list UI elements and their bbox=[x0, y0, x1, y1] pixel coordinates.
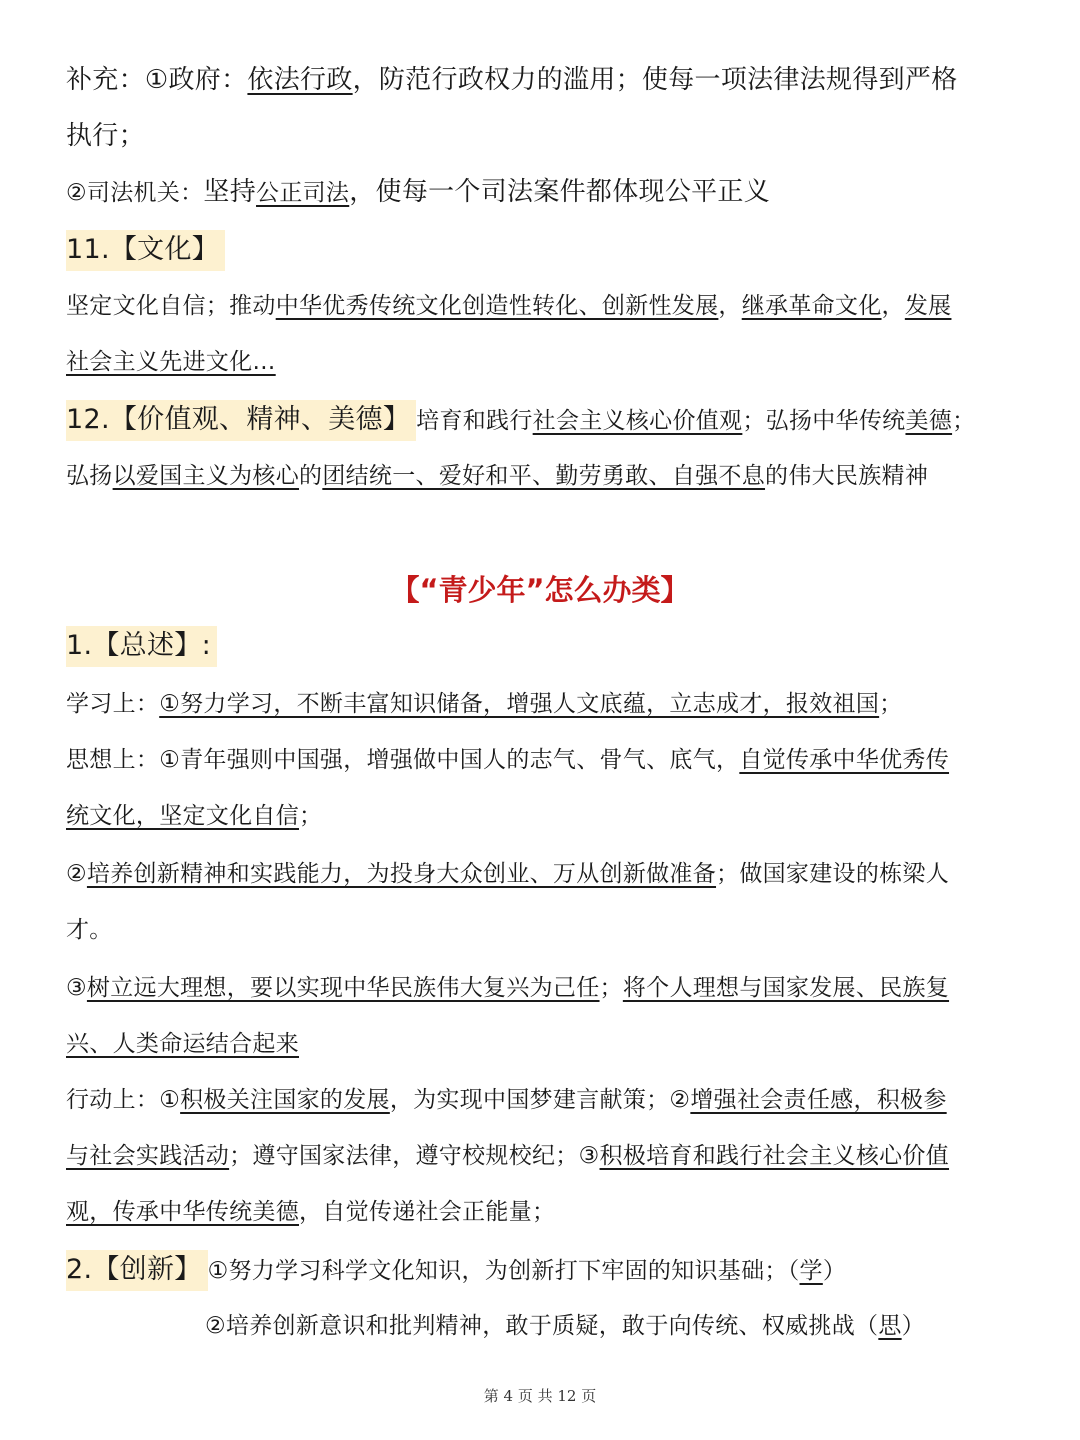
section-title: 【文化】 bbox=[109, 234, 220, 265]
text: ；遵守国家法律，遵守校规校纪；③ bbox=[229, 1143, 600, 1169]
text: ③ bbox=[66, 975, 87, 1001]
highlighted-heading bbox=[66, 230, 225, 271]
section-number: 1. bbox=[66, 630, 93, 661]
text: ② bbox=[66, 861, 87, 887]
action-line-1 bbox=[66, 1080, 1016, 1120]
text: ②司法机关： bbox=[66, 180, 204, 206]
underlined-text: 积极培育和践行社会主义核心价值 bbox=[599, 1143, 950, 1169]
ideal-line-1 bbox=[66, 968, 1016, 1008]
section-title: 【创新】 bbox=[92, 1254, 202, 1285]
underlined-text: 以爱国主义为核心 bbox=[112, 463, 300, 489]
section-number: 2. bbox=[66, 1254, 93, 1285]
underlined-text: 培养创新精神和实践能力，为投身大众创业、万从创新做准备 bbox=[86, 861, 717, 887]
section-2-line-2 bbox=[205, 1306, 1015, 1346]
culture-line-1 bbox=[66, 286, 1016, 326]
culture-line-2 bbox=[66, 342, 1016, 382]
underlined-text: 发展 bbox=[904, 293, 952, 319]
text: ， bbox=[881, 293, 905, 319]
supplement-government-line-cont bbox=[66, 116, 1016, 156]
text: 补充：①政府： bbox=[66, 65, 248, 95]
action-line-3 bbox=[66, 1192, 1016, 1232]
highlighted-heading bbox=[66, 626, 217, 667]
text: ，为实现中国梦建言献策；② bbox=[389, 1087, 691, 1113]
section-title: 【总述】: bbox=[92, 630, 211, 661]
section-number: 11. bbox=[66, 234, 110, 265]
underlined-text: 积极关注国家的发展 bbox=[180, 1087, 390, 1113]
highlighted-heading bbox=[66, 1250, 208, 1291]
page-footer: 第 4 页 共 12 页 bbox=[483, 1387, 597, 1405]
underlined-text: 依法行政 bbox=[247, 65, 353, 95]
text: ； bbox=[599, 975, 623, 1001]
section-title: 【价值观、精神、美德】 bbox=[109, 404, 411, 435]
text: ①努力学习科学文化知识，为创新打下牢固的知识基础；（ bbox=[207, 1258, 800, 1284]
section-2-line bbox=[66, 1250, 1016, 1291]
text: 思想上：①青年强则中国强，增强做中国人的志气、骨气、底气， bbox=[66, 747, 740, 773]
supplement-government-line bbox=[66, 60, 1016, 100]
action-line-2 bbox=[66, 1136, 1016, 1176]
text: 培育和践行 bbox=[416, 408, 533, 434]
cultivate-line-1 bbox=[66, 854, 1016, 894]
underlined-text: 继承革命文化 bbox=[741, 293, 882, 319]
highlighted-heading bbox=[66, 400, 416, 441]
text: ；弘扬中华传统 bbox=[742, 408, 906, 434]
cultivate-line-2 bbox=[66, 910, 1016, 950]
text: 弘扬 bbox=[66, 463, 113, 489]
underlined-text: 团结统一、爱好和平、勤劳勇敢、自强不息 bbox=[322, 463, 766, 489]
underlined-text: 社会主义核心价值观 bbox=[532, 408, 743, 434]
section-11-heading bbox=[66, 230, 1016, 271]
underlined-text: 将个人理想与国家发展、民族复 bbox=[622, 975, 950, 1001]
underlined-text: 中华优秀传统文化创造性转化、创新性发展 bbox=[275, 293, 719, 319]
text: ） bbox=[822, 1258, 847, 1284]
underlined-text: 美德 bbox=[905, 408, 953, 434]
section-number: 12. bbox=[66, 404, 110, 435]
text: ②培养创新意识和批判精神，敢于质疑，敢于向传统、权威挑战（ bbox=[205, 1313, 879, 1339]
underlined-text: 与社会实践活动 bbox=[66, 1143, 230, 1169]
text: 的伟大民族精神 bbox=[765, 463, 929, 489]
ideal-line-2 bbox=[66, 1024, 1016, 1064]
underlined-text: 思 bbox=[878, 1313, 902, 1339]
text: ； bbox=[879, 691, 903, 717]
underlined-text: 增强社会责任感，积极参 bbox=[690, 1087, 947, 1113]
text: ，自觉传递社会正能量； bbox=[299, 1199, 556, 1225]
text: ， bbox=[718, 293, 742, 319]
underlined-text: 兴、人类命运结合起来 bbox=[66, 1031, 299, 1057]
thought-line-2 bbox=[66, 796, 1016, 836]
text: 坚定文化自信；推动 bbox=[66, 293, 276, 319]
underlined-text: ①努力学习，不断丰富知识储备，增强人文底蕴，立志成才，报效祖国 bbox=[159, 691, 880, 717]
underlined-text: 自觉传承中华优秀传 bbox=[739, 747, 950, 773]
text: 执行； bbox=[66, 121, 145, 151]
text: ，使每一个司法案件都体现公平正义 bbox=[349, 177, 771, 207]
text: 的 bbox=[299, 463, 323, 489]
text: 学习上： bbox=[66, 691, 160, 717]
text: 坚持 bbox=[203, 177, 257, 207]
study-line bbox=[66, 684, 1016, 724]
spirit-line bbox=[66, 456, 1016, 496]
section-12-line bbox=[66, 400, 1016, 441]
underlined-text: 公正司法 bbox=[256, 180, 350, 206]
underlined-text: 统文化，坚定文化自信 bbox=[66, 803, 299, 829]
underlined-text: 树立远大理想，要以实现中华民族伟大复兴为己任 bbox=[86, 975, 600, 1001]
thought-line-1 bbox=[66, 740, 1016, 780]
text: ） bbox=[901, 1313, 925, 1339]
text: ； bbox=[299, 803, 323, 829]
youth-section-heading: 【“青少年”怎么办类】 bbox=[390, 573, 690, 607]
judicial-line bbox=[66, 172, 1016, 213]
section-1-heading bbox=[66, 626, 1016, 667]
underlined-text: 学 bbox=[799, 1258, 823, 1284]
text: 行动上：① bbox=[66, 1087, 181, 1113]
text: ；做国家建设的栋梁人 bbox=[716, 861, 950, 887]
underlined-text: 社会主义先进文化… bbox=[66, 349, 276, 375]
underlined-text: 观，传承中华传统美德 bbox=[66, 1199, 299, 1225]
text: 才。 bbox=[66, 917, 113, 943]
text: ； bbox=[952, 408, 976, 434]
text: ，防范行政权力的滥用；使每一项法律法规得到严格 bbox=[352, 65, 958, 95]
